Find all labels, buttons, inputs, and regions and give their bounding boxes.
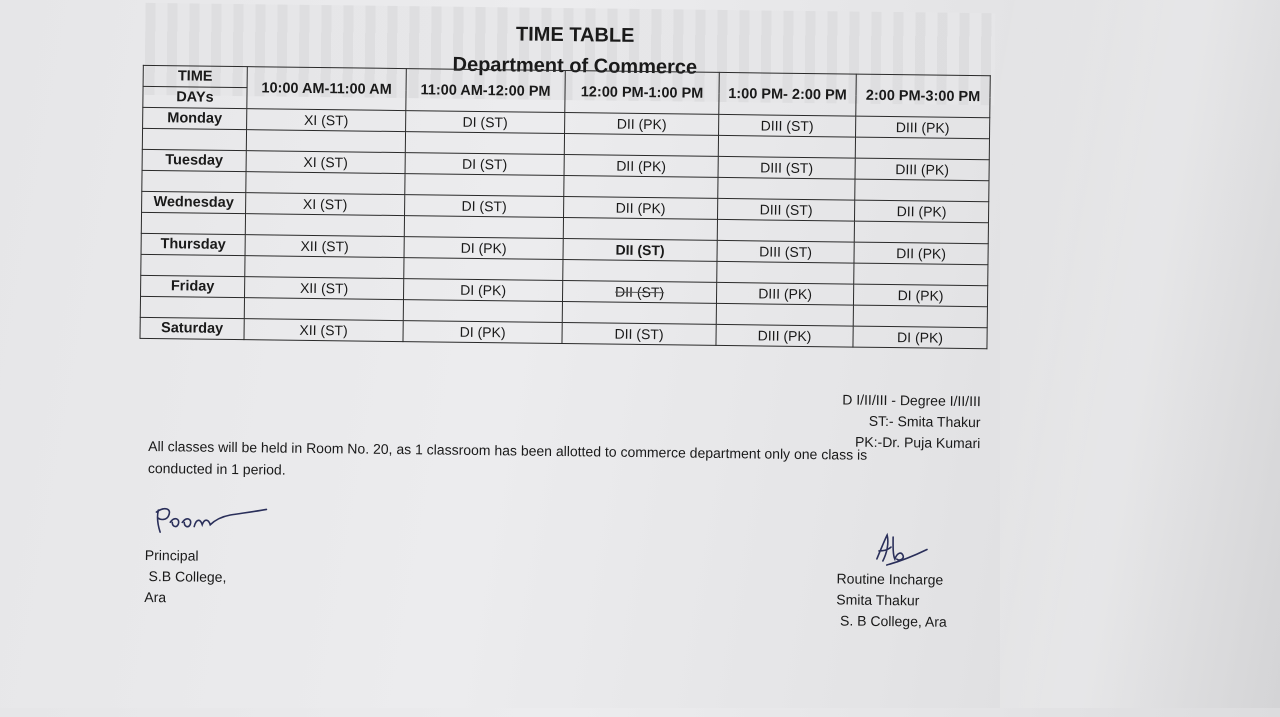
class-cell: DIII (PK): [716, 324, 853, 347]
incharge-college: S. B College, Ara: [840, 612, 947, 630]
document-subtitle: Department of Commerce: [452, 53, 698, 79]
slot-header: 2:00 PM-3:00 PM: [856, 74, 991, 118]
slot-header: 10:00 AM-11:00 AM: [247, 67, 407, 111]
class-cell: XI (ST): [246, 151, 405, 174]
day-cell: Thursday: [141, 233, 245, 255]
legend-line: ST:- Smita Thakur: [868, 412, 981, 431]
class-cell: DI (ST): [405, 195, 564, 218]
class-cell: DII (PK): [564, 197, 718, 220]
corner-time-label: TIME: [143, 65, 247, 87]
slot-header: 12:00 PM-1:00 PM: [565, 71, 720, 115]
legend-line: PK:-Dr. Puja Kumari: [854, 433, 981, 452]
incharge-signature: [867, 529, 937, 570]
class-cell: DI (ST): [405, 153, 564, 176]
day-cell: Saturday: [140, 317, 244, 339]
day-cell: Friday: [141, 275, 245, 297]
principal-city: Ara: [144, 588, 167, 606]
class-cell: DIII (PK): [856, 116, 990, 139]
legend-line: D I/II/III - Degree I/II/III: [842, 391, 981, 410]
class-cell: DIII (PK): [855, 158, 989, 181]
class-cell: DIII (ST): [719, 114, 856, 137]
class-cell: DI (ST): [406, 111, 565, 134]
class-cell: DI (PK): [853, 326, 987, 349]
class-cell: DI (PK): [403, 321, 562, 344]
note-line: All classes will be held in Room No. 20, as 1 classroom has been allotted to commerce department only one class is: [148, 437, 868, 463]
class-cell: DII (PK): [854, 200, 988, 223]
timetable: [139, 65, 990, 349]
class-cell: DII (ST): [563, 239, 717, 262]
principal-block: [144, 545, 227, 609]
incharge-title: Routine Incharge: [836, 570, 944, 588]
principal-title: Principal: [144, 546, 199, 564]
day-cell: Tuesday: [142, 149, 246, 171]
incharge-block: [836, 568, 947, 632]
class-cell: DIII (ST): [718, 156, 855, 179]
class-cell: XII (ST): [244, 319, 403, 342]
slot-header: 11:00 AM-12:00 PM: [406, 69, 566, 113]
class-cell: DII (ST): [562, 323, 716, 346]
note-line: conducted in 1 period.: [147, 459, 286, 478]
class-cell: DI (PK): [403, 279, 562, 302]
class-cell: DII (PK): [854, 242, 988, 265]
principal-signature: [152, 500, 272, 541]
class-cell: XII (ST): [245, 277, 404, 300]
class-cell: DI (PK): [853, 284, 987, 307]
corner-days-label: DAYs: [143, 86, 247, 108]
class-cell: DIII (PK): [716, 282, 853, 305]
principal-college: S.B College,: [148, 567, 227, 585]
slot-header: 1:00 PM- 2:00 PM: [719, 72, 857, 116]
class-cell: XI (ST): [247, 109, 406, 132]
class-cell: XII (ST): [245, 235, 404, 258]
class-cell: DII (PK): [564, 155, 718, 178]
day-cell: Monday: [143, 107, 247, 129]
class-cell: DII (ST): [562, 281, 716, 304]
class-cell: DI (PK): [404, 237, 563, 260]
room-note: [148, 435, 938, 489]
class-cell: DIII (ST): [717, 198, 854, 221]
class-cell: DII (PK): [565, 113, 719, 136]
class-cell: XI (ST): [246, 193, 405, 216]
class-cell: DIII (ST): [717, 240, 854, 263]
day-cell: Wednesday: [142, 191, 246, 213]
document-title: TIME TABLE: [515, 23, 635, 47]
incharge-name: Smita Thakur: [836, 591, 920, 609]
